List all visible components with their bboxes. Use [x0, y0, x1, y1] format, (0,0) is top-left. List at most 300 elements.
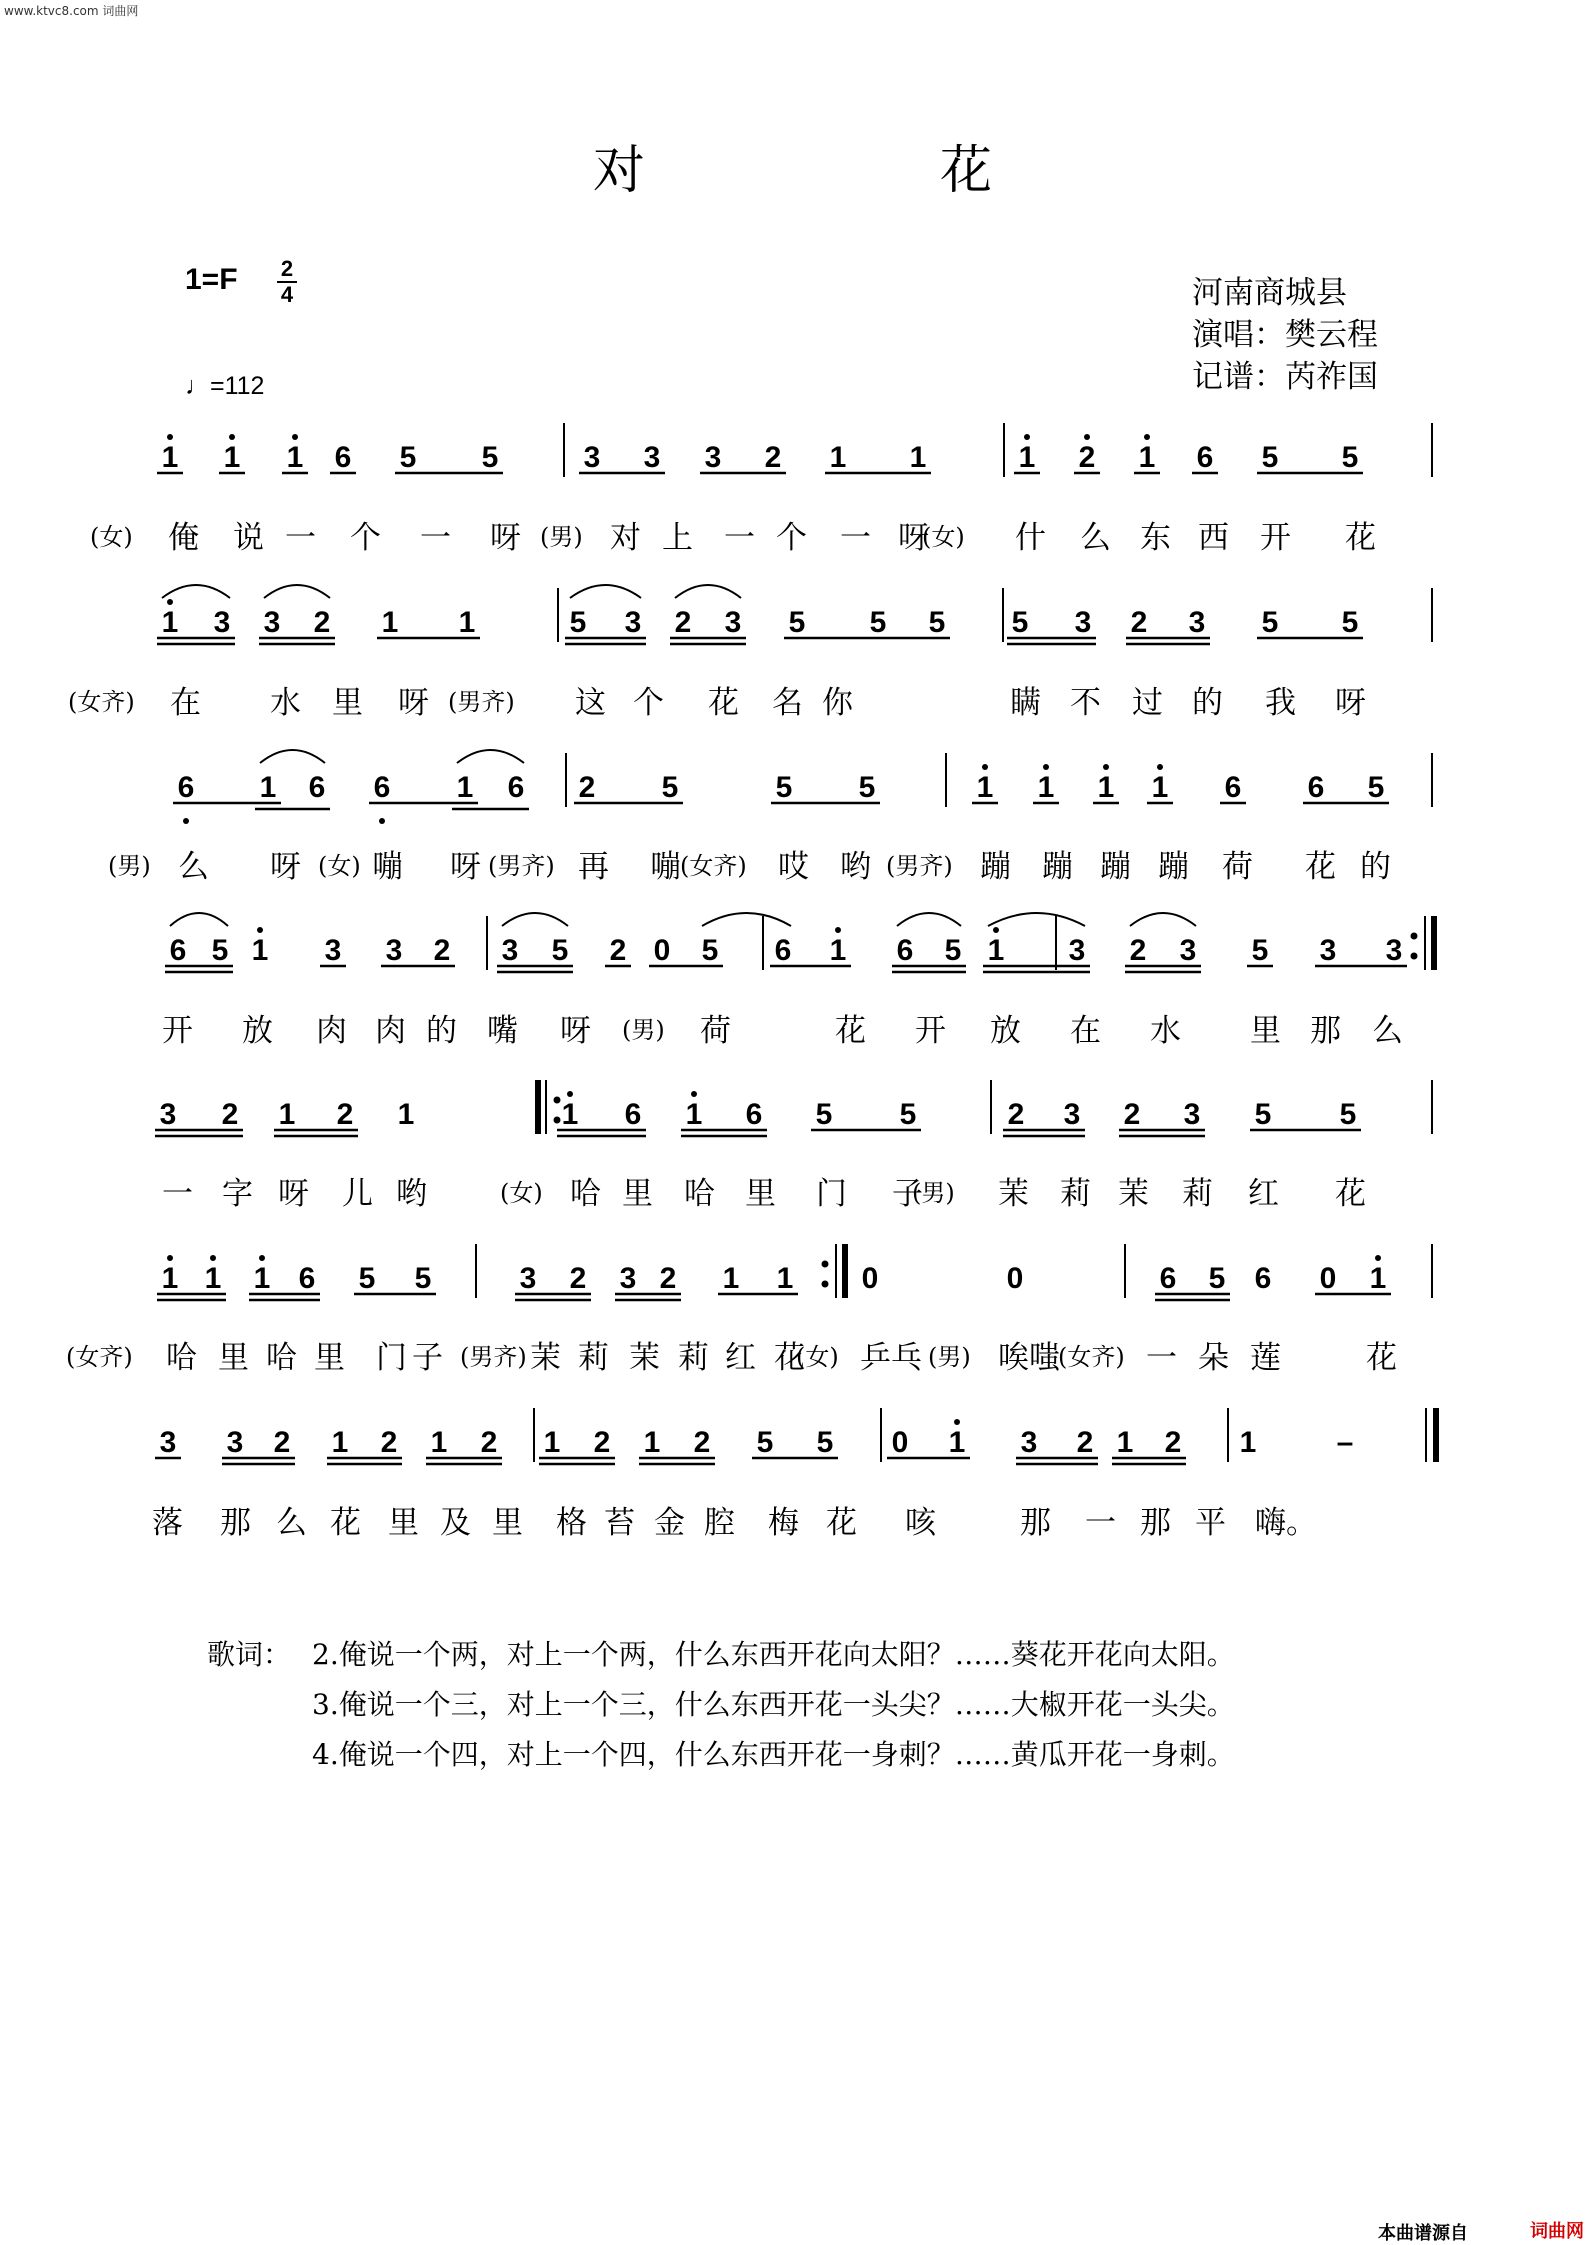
- note: 0: [1319, 1262, 1337, 1295]
- lyric-syllable: 一: [162, 1176, 193, 1212]
- lyric-syllable: 我: [1265, 685, 1296, 721]
- credit-origin: 河南商城县: [1192, 275, 1347, 311]
- note: 5: [858, 771, 876, 804]
- barline: [1411, 916, 1438, 970]
- lyric-syllable: 里: [332, 685, 363, 721]
- lyric-syllable: 花: [1335, 1176, 1366, 1212]
- lyric-syllable: (男齐): [886, 852, 953, 880]
- note: 2: [1076, 1426, 1094, 1459]
- note: 1: [397, 1098, 415, 1131]
- lyric-syllable: 么: [178, 849, 209, 885]
- title-char-2: 花: [940, 141, 995, 201]
- lyric-syllable: 呀: [1335, 685, 1366, 721]
- note: 0: [1006, 1262, 1024, 1295]
- note: 1: [948, 1426, 966, 1459]
- lyric-syllable: 什: [1015, 520, 1046, 556]
- lyric-syllable: 么: [1080, 520, 1111, 556]
- note: 5: [1254, 1098, 1272, 1131]
- note: 1: [1037, 771, 1055, 804]
- lyric-syllable: (男): [928, 1343, 971, 1371]
- note: 5: [944, 934, 962, 967]
- barline: [990, 1080, 992, 1134]
- tempo-mark: ♩=112: [185, 372, 265, 400]
- lyric-syllable: 个: [633, 685, 664, 721]
- note: 2: [221, 1098, 239, 1131]
- note: 6: [308, 771, 326, 804]
- lyric-syllable: 茉: [530, 1340, 561, 1376]
- note: 2: [1130, 606, 1148, 639]
- octave-dot-above: [1103, 764, 1109, 770]
- note: 3: [1074, 606, 1092, 639]
- note: 6: [1224, 771, 1242, 804]
- lyric-syllable: 一: [420, 520, 451, 556]
- lyric-syllable: 的: [1360, 849, 1391, 885]
- note: 1: [204, 1262, 222, 1295]
- lyric-syllable: (女): [90, 523, 133, 551]
- lyric-syllable: 茉: [629, 1340, 660, 1376]
- lyric-syllable: 哈: [684, 1176, 715, 1212]
- credit-transcriber: 记谱：芮祚国: [1192, 359, 1378, 395]
- slur: [988, 913, 1085, 926]
- octave-dot-above: [954, 1419, 960, 1425]
- note: 2: [1129, 934, 1147, 967]
- note: 1: [286, 441, 304, 474]
- note: 3: [226, 1426, 244, 1459]
- note: 2: [1078, 441, 1096, 474]
- octave-dot-above: [259, 1255, 265, 1261]
- lyric-syllable: 么: [1372, 1013, 1403, 1049]
- lyric-syllable: (女齐): [68, 688, 135, 716]
- key-signature: 1=F: [185, 263, 238, 296]
- lyric-syllable: 呀: [560, 1013, 591, 1049]
- lyric-line: [0, 1332, 1587, 1382]
- note: 1: [722, 1262, 740, 1295]
- note: 6: [169, 934, 187, 967]
- slur: [675, 585, 741, 598]
- octave-dot-above: [835, 927, 841, 933]
- footer-source: 本曲谱源自: [1378, 2223, 1468, 2244]
- note: 2: [609, 934, 627, 967]
- note: 1: [161, 606, 179, 639]
- slur: [162, 585, 230, 598]
- barline: [1431, 1080, 1433, 1134]
- note: 2: [578, 771, 596, 804]
- title-char-1: 对: [593, 141, 648, 201]
- lyric-syllable: 开: [162, 1013, 193, 1049]
- lyric-syllable: 一: [1146, 1340, 1177, 1376]
- note: 6: [624, 1098, 642, 1131]
- lyric-syllable: 嘴: [487, 1013, 518, 1049]
- note: 6: [177, 771, 195, 804]
- verse-3: 3.俺说一个三，对上一个三，什么东西开花一头尖？……大椒开花一头尖。: [312, 1688, 1235, 1721]
- lyric-syllable: (女): [500, 1179, 543, 1207]
- barline: [1431, 753, 1433, 807]
- lyric-syllable: (女齐): [1058, 1343, 1125, 1371]
- note: 6: [745, 1098, 763, 1131]
- lyric-syllable: 的: [426, 1013, 457, 1049]
- lyric-syllable: 瞒: [1010, 685, 1041, 721]
- octave-dot-above: [567, 1091, 573, 1097]
- note: 2: [273, 1426, 291, 1459]
- lyric-syllable: 过: [1132, 685, 1163, 721]
- lyric-syllable: 那: [1310, 1013, 1341, 1049]
- note: 3: [1068, 934, 1086, 967]
- lyric-syllable: 俺: [168, 520, 199, 556]
- lyric-syllable: 嗨。: [1255, 1505, 1317, 1541]
- octave-dot-below: [379, 818, 385, 824]
- octave-dot-above: [257, 927, 263, 933]
- barline: [1431, 423, 1433, 477]
- octave-dot-above: [1375, 1255, 1381, 1261]
- lyric-syllable: 花: [835, 1013, 866, 1049]
- note: 3: [159, 1426, 177, 1459]
- lyric-syllable: 个: [776, 520, 807, 556]
- lyric-syllable: 呀: [450, 849, 481, 885]
- time-signature-top: 2: [280, 256, 294, 281]
- octave-dot-above: [993, 927, 999, 933]
- barline: [1227, 1408, 1229, 1462]
- lyric-syllable: 哈: [266, 1340, 297, 1376]
- lyric-syllable: 西: [1198, 520, 1229, 556]
- note: 3: [624, 606, 642, 639]
- note: 1: [543, 1426, 561, 1459]
- note: 5: [815, 1098, 833, 1131]
- lyric-syllable: 水: [270, 685, 301, 721]
- note: 6: [774, 934, 792, 967]
- note: 5: [788, 606, 806, 639]
- notation-line: [0, 888, 1587, 1008]
- note: 5: [869, 606, 887, 639]
- note: 3: [385, 934, 403, 967]
- note: 1: [1138, 441, 1156, 474]
- note: 5: [1341, 441, 1359, 474]
- note: 2: [380, 1426, 398, 1459]
- lyric-syllable: 花: [1366, 1340, 1397, 1376]
- lyric-syllable: 说: [233, 520, 264, 556]
- slur: [457, 750, 524, 763]
- lyric-syllable: 花: [708, 685, 739, 721]
- note: 5: [775, 771, 793, 804]
- slur: [264, 585, 330, 598]
- lyric-syllable: 水: [1150, 1013, 1181, 1049]
- octave-dot-above: [691, 1091, 697, 1097]
- note: 2: [1164, 1426, 1182, 1459]
- note: 3: [704, 441, 722, 474]
- note: 1: [561, 1098, 579, 1131]
- credits: [1192, 272, 1378, 398]
- barline: [557, 588, 559, 642]
- lyric-syllable: 呀: [270, 849, 301, 885]
- lyric-syllable: 放: [242, 1013, 273, 1049]
- lyric-syllable: 哈: [166, 1340, 197, 1376]
- verse-line: [207, 1730, 1235, 1780]
- footer-logo: 词曲网: [1530, 2221, 1584, 2242]
- lyric-syllable: 那: [1020, 1505, 1051, 1541]
- lyric-syllable: 花: [1345, 520, 1376, 556]
- notation-line: [0, 1216, 1587, 1336]
- note: 2: [1123, 1098, 1141, 1131]
- lyric-syllable: 腔: [704, 1505, 735, 1541]
- lyric-syllable: 蹦: [1100, 849, 1131, 885]
- lyric-syllable: 不: [1070, 685, 1101, 721]
- lyric-syllable: 对: [610, 520, 641, 556]
- note: 5: [1261, 441, 1279, 474]
- lyric-syllable: 格: [556, 1505, 587, 1541]
- lyric-syllable: (男): [540, 523, 583, 551]
- note: 3: [263, 606, 281, 639]
- octave-dot-above: [982, 764, 988, 770]
- barline: [945, 753, 947, 807]
- lyric-syllable: 哎: [778, 849, 809, 885]
- verse-line: [207, 1630, 1235, 1680]
- note: 1: [331, 1426, 349, 1459]
- octave-dot-above: [1024, 434, 1030, 440]
- note: 3: [159, 1098, 177, 1131]
- note: 2: [336, 1098, 354, 1131]
- note: 3: [1020, 1426, 1038, 1459]
- note: 1: [976, 771, 994, 804]
- lyric-syllable: 的: [1192, 685, 1223, 721]
- lyric-syllable: 肉: [375, 1013, 406, 1049]
- octave-dot-above: [1144, 434, 1150, 440]
- note: 0: [891, 1426, 909, 1459]
- note: 1: [685, 1098, 703, 1131]
- note: 2: [1007, 1098, 1025, 1131]
- octave-dot-above: [1084, 434, 1090, 440]
- note: 1: [776, 1262, 794, 1295]
- note: 1: [430, 1426, 448, 1459]
- slur: [570, 585, 641, 598]
- note: 5: [211, 934, 229, 967]
- note: 1: [458, 606, 476, 639]
- note: 2: [674, 606, 692, 639]
- lyric-syllable: 莉: [1182, 1176, 1213, 1212]
- lyric-syllable: 花: [330, 1505, 361, 1541]
- barline: [1003, 423, 1005, 477]
- lyric-syllable: 平: [1195, 1505, 1226, 1541]
- lyric-line: [0, 1005, 1587, 1055]
- octave-dot-below: [183, 818, 189, 824]
- lyric-syllable: 上: [662, 520, 693, 556]
- barline: [533, 1408, 535, 1462]
- lyric-syllable: 里: [388, 1505, 419, 1541]
- note: 1: [381, 606, 399, 639]
- note: 5: [414, 1262, 432, 1295]
- lyric-syllable: 花: [774, 1340, 805, 1376]
- note: 5: [899, 1098, 917, 1131]
- note: 5: [1011, 606, 1029, 639]
- lyric-syllable: 呀: [278, 1176, 309, 1212]
- octave-dot-above: [229, 434, 235, 440]
- lyric-syllable: 蹦: [1042, 849, 1073, 885]
- lyric-syllable: 那: [220, 1505, 251, 1541]
- time-signature: [277, 258, 297, 306]
- lyric-syllable: 落: [152, 1505, 183, 1541]
- barline: [1425, 1408, 1439, 1462]
- lyric-syllable: 在: [170, 685, 201, 721]
- note: 2: [593, 1426, 611, 1459]
- lyric-line: [0, 1497, 1587, 1547]
- slur: [170, 913, 228, 926]
- note: 3: [619, 1262, 637, 1295]
- note: 5: [1251, 934, 1269, 967]
- barline: [762, 916, 764, 970]
- lyric-line: [0, 512, 1587, 562]
- slur: [897, 913, 961, 926]
- note: 1: [259, 771, 277, 804]
- note: 1: [1018, 441, 1036, 474]
- note: 5: [569, 606, 587, 639]
- note: 1: [829, 441, 847, 474]
- note: 5: [816, 1426, 834, 1459]
- note: 5: [661, 771, 679, 804]
- note: 6: [334, 441, 352, 474]
- note: 3: [213, 606, 231, 639]
- note: 5: [1261, 606, 1279, 639]
- note: 1: [223, 441, 241, 474]
- slur: [1130, 913, 1196, 926]
- lyric-syllable: 在: [1070, 1013, 1101, 1049]
- lyric-syllable: (男): [912, 1179, 955, 1207]
- octave-dot-above: [167, 1255, 173, 1261]
- octave-dot-above: [167, 599, 173, 605]
- barline: [880, 1408, 882, 1462]
- lyric-syllable: 里: [218, 1340, 249, 1376]
- lyric-syllable: 梅: [768, 1505, 799, 1541]
- note: 5: [1339, 1098, 1357, 1131]
- note: 1: [251, 934, 269, 967]
- lyric-syllable: 蹦: [980, 849, 1011, 885]
- note: 3: [724, 606, 742, 639]
- lyric-syllable: 这: [575, 685, 606, 721]
- note: 5: [1208, 1262, 1226, 1295]
- note: 1: [987, 934, 1005, 967]
- note: 3: [1063, 1098, 1081, 1131]
- note: 6: [1196, 441, 1214, 474]
- lyric-syllable: 门: [376, 1340, 407, 1376]
- lyric-syllable: 里: [492, 1505, 523, 1541]
- octave-dot-above: [210, 1255, 216, 1261]
- octave-dot-above: [167, 434, 173, 440]
- note: 5: [1341, 606, 1359, 639]
- note: 1: [1151, 771, 1169, 804]
- note: 1: [1097, 771, 1115, 804]
- note: 1: [278, 1098, 296, 1131]
- lyric-syllable: 莉: [1060, 1176, 1091, 1212]
- lyric-syllable: 莲: [1250, 1340, 1281, 1376]
- lyric-syllable: 嘣: [372, 849, 403, 885]
- note: 6: [507, 771, 525, 804]
- lyric-syllable: 开: [1260, 520, 1291, 556]
- barline: [1124, 1244, 1126, 1298]
- verse-line: [207, 1680, 1235, 1730]
- lyric-syllable: 呀: [898, 520, 929, 556]
- note: 6: [1159, 1262, 1177, 1295]
- note: 5: [399, 441, 417, 474]
- lyric-syllable: 苔: [604, 1505, 635, 1541]
- note: 1: [1239, 1426, 1257, 1459]
- barline: [475, 1244, 477, 1298]
- note: 2: [480, 1426, 498, 1459]
- lyric-syllable: 哟: [840, 849, 871, 885]
- note: 2: [313, 606, 331, 639]
- lyric-syllable: 一: [285, 520, 316, 556]
- lyric-syllable: 乒乓: [860, 1340, 922, 1376]
- barline: [1002, 588, 1004, 642]
- note: 3: [1179, 934, 1197, 967]
- note: 0: [653, 934, 671, 967]
- note: 1: [1369, 1262, 1387, 1295]
- lyric-syllable: 里: [622, 1176, 653, 1212]
- note: 3: [1385, 934, 1403, 967]
- lyric-syllable: 开: [915, 1013, 946, 1049]
- note: 3: [519, 1262, 537, 1295]
- note: 1: [643, 1426, 661, 1459]
- slur: [502, 913, 568, 926]
- note: 5: [928, 606, 946, 639]
- lyric-syllable: 再: [578, 849, 609, 885]
- slur: [702, 913, 791, 926]
- lyric-syllable: 一: [840, 520, 871, 556]
- lyric-syllable: 花: [1305, 849, 1336, 885]
- barline: [822, 1244, 849, 1298]
- lyric-syllable: (男齐): [488, 852, 555, 880]
- notation-line: [0, 725, 1587, 845]
- lyric-syllable: 哟: [396, 1176, 427, 1212]
- lyric-syllable: 子: [892, 1176, 923, 1212]
- notation-line: [0, 560, 1587, 680]
- lyric-syllable: 蹦: [1158, 849, 1189, 885]
- barline: [565, 753, 567, 807]
- note: –: [1336, 1426, 1354, 1459]
- lyric-syllable: (女齐): [66, 1343, 133, 1371]
- barline: [1055, 916, 1057, 970]
- lyric-syllable: 名: [772, 685, 803, 721]
- note: 1: [161, 1262, 179, 1295]
- notation-line: [0, 1052, 1587, 1172]
- note: 3: [1188, 606, 1206, 639]
- note: 2: [433, 934, 451, 967]
- lyric-syllable: 花: [826, 1505, 857, 1541]
- lyric-syllable: 子: [412, 1340, 443, 1376]
- lyric-syllable: 儿: [342, 1176, 373, 1212]
- lyric-syllable: 莉: [578, 1340, 609, 1376]
- lyric-syllable: (男): [108, 852, 151, 880]
- note: 1: [253, 1262, 271, 1295]
- time-signature-bottom: 4: [280, 282, 294, 307]
- notation-line: [0, 395, 1587, 515]
- barline: [535, 1080, 561, 1134]
- note: 2: [764, 441, 782, 474]
- lyric-syllable: 个: [350, 520, 381, 556]
- note: 2: [693, 1426, 711, 1459]
- verse-4: 4.俺说一个四，对上一个四，什么东西开花一身刺？……黄瓜开花一身刺。: [312, 1738, 1235, 1771]
- watermark: www.ktvc8.com 词曲网: [4, 4, 139, 18]
- lyric-syllable: 莉: [678, 1340, 709, 1376]
- note: 0: [861, 1262, 879, 1295]
- octave-dot-above: [292, 434, 298, 440]
- lyric-syllable: 朵: [1198, 1340, 1229, 1376]
- lyric-line: [0, 1168, 1587, 1218]
- note: 1: [909, 441, 927, 474]
- lyric-syllable: 里: [1250, 1013, 1281, 1049]
- lyric-syllable: 放: [990, 1013, 1021, 1049]
- lyric-syllable: 你: [822, 685, 853, 721]
- lyric-syllable: (女齐): [680, 852, 747, 880]
- lyric-syllable: 荷: [700, 1013, 731, 1049]
- note: 6: [1254, 1262, 1272, 1295]
- lyric-syllable: 茉: [1118, 1176, 1149, 1212]
